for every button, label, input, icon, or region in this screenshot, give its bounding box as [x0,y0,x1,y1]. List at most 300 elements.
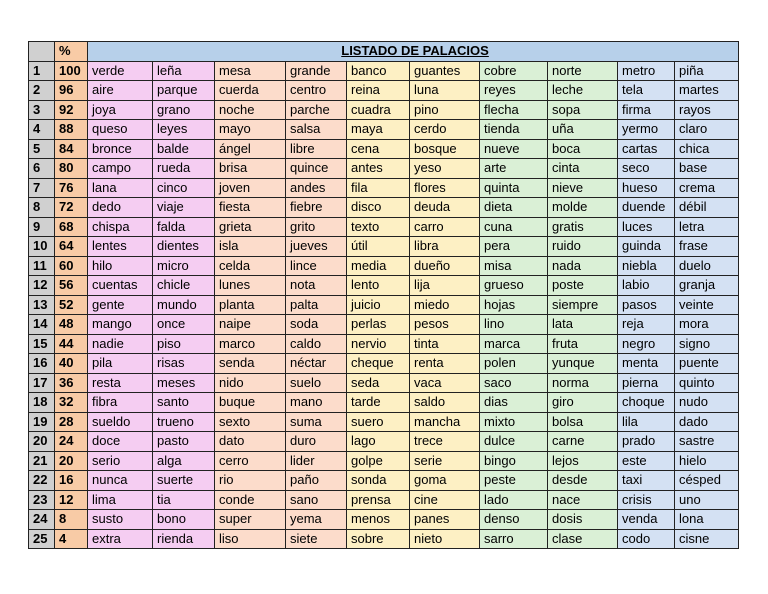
word-cell: saldo [410,393,480,413]
word-cell: planta [215,295,286,315]
table-row [29,61,739,81]
row-number: 17 [29,373,55,393]
percent-header: % [55,42,88,62]
word-cell: saco [480,373,548,393]
row-percent: 92 [55,100,88,120]
row-number: 21 [29,451,55,471]
word-cell: este [618,451,675,471]
word-cell: cerro [215,451,286,471]
word-cell: norma [548,373,618,393]
word-cell: uña [548,120,618,140]
word-cell: parche [286,100,347,120]
word-cell: dato [215,432,286,452]
row-percent: 96 [55,81,88,101]
word-cell: sarro [480,529,548,549]
row-percent: 100 [55,61,88,81]
word-cell: micro [153,256,215,276]
word-cell: chispa [88,217,153,237]
word-cell: bronce [88,139,153,159]
word-cell: seco [618,159,675,179]
word-cell: arte [480,159,548,179]
word-cell: menos [347,510,410,530]
table-row [29,315,739,335]
table-body [29,61,739,549]
word-cell: cartas [618,139,675,159]
word-cell: viaje [153,198,215,218]
word-cell: panes [410,510,480,530]
word-cell: nace [548,490,618,510]
row-percent: 52 [55,295,88,315]
word-cell: cena [347,139,410,159]
word-cell: débil [675,198,739,218]
row-percent: 80 [55,159,88,179]
word-cell: noche [215,100,286,120]
word-cell: disco [347,198,410,218]
word-cell: lento [347,276,410,296]
word-cell: ángel [215,139,286,159]
word-cell: nunca [88,471,153,491]
word-cell: conde [215,490,286,510]
word-cell: juicio [347,295,410,315]
row-percent: 24 [55,432,88,452]
word-cell: soda [286,315,347,335]
word-cell: tienda [480,120,548,140]
word-cell: leyes [153,120,215,140]
row-number: 1 [29,61,55,81]
word-cell: serio [88,451,153,471]
word-cell: extra [88,529,153,549]
word-cell: cuentas [88,276,153,296]
word-cell: reina [347,81,410,101]
row-percent: 68 [55,217,88,237]
word-cell: menta [618,354,675,374]
word-cell: cuadra [347,100,410,120]
word-cell: mora [675,315,739,335]
word-cell: frase [675,237,739,257]
word-cell: cobre [480,61,548,81]
word-cell: queso [88,120,153,140]
word-cell: dulce [480,432,548,452]
row-number: 2 [29,81,55,101]
row-percent: 36 [55,373,88,393]
row-number: 25 [29,529,55,549]
palacios-table [28,41,739,549]
word-cell: bolsa [548,412,618,432]
word-cell: nido [215,373,286,393]
row-percent: 4 [55,529,88,549]
table-row [29,471,739,491]
word-cell: carne [548,432,618,452]
word-cell: lona [675,510,739,530]
word-cell: bosque [410,139,480,159]
word-cell: negro [618,334,675,354]
row-number: 8 [29,198,55,218]
word-cell: risas [153,354,215,374]
word-cell: leña [153,61,215,81]
word-cell: siete [286,529,347,549]
word-cell: marco [215,334,286,354]
word-cell: tia [153,490,215,510]
word-cell: lunes [215,276,286,296]
word-cell: rayos [675,100,739,120]
row-number: 12 [29,276,55,296]
word-cell: lado [480,490,548,510]
word-cell: letra [675,217,739,237]
row-percent: 84 [55,139,88,159]
word-cell: golpe [347,451,410,471]
word-cell: dieta [480,198,548,218]
word-cell: libre [286,139,347,159]
word-cell: venda [618,510,675,530]
word-cell: prado [618,432,675,452]
word-cell: brisa [215,159,286,179]
word-cell: fibra [88,393,153,413]
word-cell: flores [410,178,480,198]
word-cell: deuda [410,198,480,218]
word-cell: dado [675,412,739,432]
table-row [29,178,739,198]
word-cell: rienda [153,529,215,549]
word-cell: lejos [548,451,618,471]
word-cell: clase [548,529,618,549]
word-cell: dueño [410,256,480,276]
word-cell: crisis [618,490,675,510]
row-percent: 8 [55,510,88,530]
word-cell: duende [618,198,675,218]
word-cell: claro [675,120,739,140]
word-cell: guantes [410,61,480,81]
row-number: 23 [29,490,55,510]
word-cell: sobre [347,529,410,549]
word-cell: suelo [286,373,347,393]
word-cell: molde [548,198,618,218]
word-cell: jueves [286,237,347,257]
word-cell: alga [153,451,215,471]
word-cell: miedo [410,295,480,315]
table-row [29,510,739,530]
word-cell: celda [215,256,286,276]
word-cell: media [347,256,410,276]
word-cell: mango [88,315,153,335]
word-cell: cuna [480,217,548,237]
word-cell: tarde [347,393,410,413]
word-cell: trueno [153,412,215,432]
word-cell: senda [215,354,286,374]
word-cell: fiebre [286,198,347,218]
word-cell: prensa [347,490,410,510]
word-cell: sano [286,490,347,510]
word-cell: hojas [480,295,548,315]
word-cell: santo [153,393,215,413]
word-cell: pila [88,354,153,374]
word-cell: taxi [618,471,675,491]
table-row [29,198,739,218]
table-row [29,373,739,393]
word-cell: grito [286,217,347,237]
row-number: 9 [29,217,55,237]
word-cell: once [153,315,215,335]
word-cell: desde [548,471,618,491]
row-number: 5 [29,139,55,159]
row-number: 7 [29,178,55,198]
word-cell: falda [153,217,215,237]
word-cell: yeso [410,159,480,179]
word-cell: quinta [480,178,548,198]
word-cell: doce [88,432,153,452]
word-cell: guinda [618,237,675,257]
word-cell: nieto [410,529,480,549]
word-cell: giro [548,393,618,413]
word-cell: néctar [286,354,347,374]
word-cell: lata [548,315,618,335]
word-cell: lana [88,178,153,198]
word-cell: carro [410,217,480,237]
word-cell: gente [88,295,153,315]
row-number: 14 [29,315,55,335]
word-cell: cinco [153,178,215,198]
row-percent: 72 [55,198,88,218]
word-cell: seda [347,373,410,393]
word-cell: sastre [675,432,739,452]
word-cell: verde [88,61,153,81]
word-cell: sueldo [88,412,153,432]
word-cell: pasto [153,432,215,452]
table-row [29,81,739,101]
table-row [29,159,739,179]
word-cell: serie [410,451,480,471]
word-cell: reyes [480,81,548,101]
word-cell: pera [480,237,548,257]
row-number: 16 [29,354,55,374]
word-cell: fila [347,178,410,198]
word-cell: útil [347,237,410,257]
word-cell: susto [88,510,153,530]
word-cell: resta [88,373,153,393]
table-row [29,432,739,452]
row-number: 3 [29,100,55,120]
word-cell: cisne [675,529,739,549]
row-number: 4 [29,120,55,140]
word-cell: quinto [675,373,739,393]
word-cell: denso [480,510,548,530]
table-row [29,139,739,159]
word-cell: dedo [88,198,153,218]
word-cell: nadie [88,334,153,354]
word-cell: mesa [215,61,286,81]
word-cell: codo [618,529,675,549]
corner-cell [29,42,55,62]
word-cell: tinta [410,334,480,354]
word-cell: campo [88,159,153,179]
word-cell: cuerda [215,81,286,101]
word-cell: boca [548,139,618,159]
word-cell: veinte [675,295,739,315]
word-cell: trece [410,432,480,452]
table-row [29,276,739,296]
word-cell: lago [347,432,410,452]
word-cell: sonda [347,471,410,491]
word-cell: lino [480,315,548,335]
word-cell: misa [480,256,548,276]
row-number: 18 [29,393,55,413]
word-cell: flecha [480,100,548,120]
word-cell: mixto [480,412,548,432]
word-cell: centro [286,81,347,101]
table-row [29,217,739,237]
table-row [29,451,739,471]
word-cell: dientes [153,237,215,257]
table-row [29,100,739,120]
word-cell: hilo [88,256,153,276]
table-row [29,529,739,549]
header-row [29,42,739,62]
word-cell: pino [410,100,480,120]
word-cell: luces [618,217,675,237]
word-cell: firma [618,100,675,120]
word-cell: sexto [215,412,286,432]
word-cell: duelo [675,256,739,276]
row-number: 19 [29,412,55,432]
word-cell: isla [215,237,286,257]
word-cell: lentes [88,237,153,257]
word-cell: suero [347,412,410,432]
table-row [29,237,739,257]
word-cell: reja [618,315,675,335]
row-number: 24 [29,510,55,530]
word-cell: mayo [215,120,286,140]
word-cell: nota [286,276,347,296]
row-number: 22 [29,471,55,491]
word-cell: rueda [153,159,215,179]
word-cell: niebla [618,256,675,276]
word-cell: rio [215,471,286,491]
word-cell: super [215,510,286,530]
word-cell: suma [286,412,347,432]
row-percent: 40 [55,354,88,374]
row-percent: 64 [55,237,88,257]
row-percent: 44 [55,334,88,354]
word-cell: yermo [618,120,675,140]
table-title: LISTADO DE PALACIOS [88,42,739,62]
row-percent: 12 [55,490,88,510]
word-cell: chica [675,139,739,159]
word-cell: piña [675,61,739,81]
word-cell: pasos [618,295,675,315]
word-cell: vaca [410,373,480,393]
table-row [29,490,739,510]
word-cell: mundo [153,295,215,315]
word-cell: balde [153,139,215,159]
row-percent: 16 [55,471,88,491]
word-cell: mano [286,393,347,413]
word-cell: lila [618,412,675,432]
word-cell: meses [153,373,215,393]
word-cell: polen [480,354,548,374]
word-cell: tela [618,81,675,101]
word-cell: base [675,159,739,179]
word-cell: fiesta [215,198,286,218]
row-percent: 32 [55,393,88,413]
word-cell: cine [410,490,480,510]
word-cell: perlas [347,315,410,335]
row-number: 13 [29,295,55,315]
word-cell: yema [286,510,347,530]
word-cell: poste [548,276,618,296]
word-cell: peste [480,471,548,491]
word-cell: parque [153,81,215,101]
row-percent: 76 [55,178,88,198]
word-cell: labio [618,276,675,296]
word-cell: hielo [675,451,739,471]
word-cell: cerdo [410,120,480,140]
word-cell: leche [548,81,618,101]
row-number: 15 [29,334,55,354]
table-row [29,256,739,276]
word-cell: naipe [215,315,286,335]
word-cell: palta [286,295,347,315]
word-cell: luna [410,81,480,101]
word-cell: nervio [347,334,410,354]
word-cell: lima [88,490,153,510]
word-cell: duro [286,432,347,452]
word-cell: pesos [410,315,480,335]
word-cell: grande [286,61,347,81]
word-cell: nueve [480,139,548,159]
word-cell: dias [480,393,548,413]
word-cell: siempre [548,295,618,315]
word-cell: fruta [548,334,618,354]
row-percent: 48 [55,315,88,335]
word-cell: bono [153,510,215,530]
word-cell: uno [675,490,739,510]
word-cell: pierna [618,373,675,393]
word-cell: nada [548,256,618,276]
word-cell: signo [675,334,739,354]
word-cell: buque [215,393,286,413]
word-cell: piso [153,334,215,354]
row-percent: 88 [55,120,88,140]
word-cell: libra [410,237,480,257]
word-cell: césped [675,471,739,491]
word-cell: grueso [480,276,548,296]
word-cell: granja [675,276,739,296]
word-cell: martes [675,81,739,101]
word-cell: joya [88,100,153,120]
word-cell: marca [480,334,548,354]
word-cell: yunque [548,354,618,374]
word-cell: nudo [675,393,739,413]
word-cell: norte [548,61,618,81]
word-cell: renta [410,354,480,374]
table-row [29,393,739,413]
word-cell: salsa [286,120,347,140]
word-cell: puente [675,354,739,374]
word-cell: lija [410,276,480,296]
word-cell: choque [618,393,675,413]
table-row [29,354,739,374]
table-row [29,334,739,354]
word-cell: suerte [153,471,215,491]
word-cell: goma [410,471,480,491]
row-number: 10 [29,237,55,257]
word-cell: cheque [347,354,410,374]
word-cell: mancha [410,412,480,432]
row-number: 11 [29,256,55,276]
row-percent: 28 [55,412,88,432]
row-percent: 60 [55,256,88,276]
word-cell: banco [347,61,410,81]
word-cell: antes [347,159,410,179]
